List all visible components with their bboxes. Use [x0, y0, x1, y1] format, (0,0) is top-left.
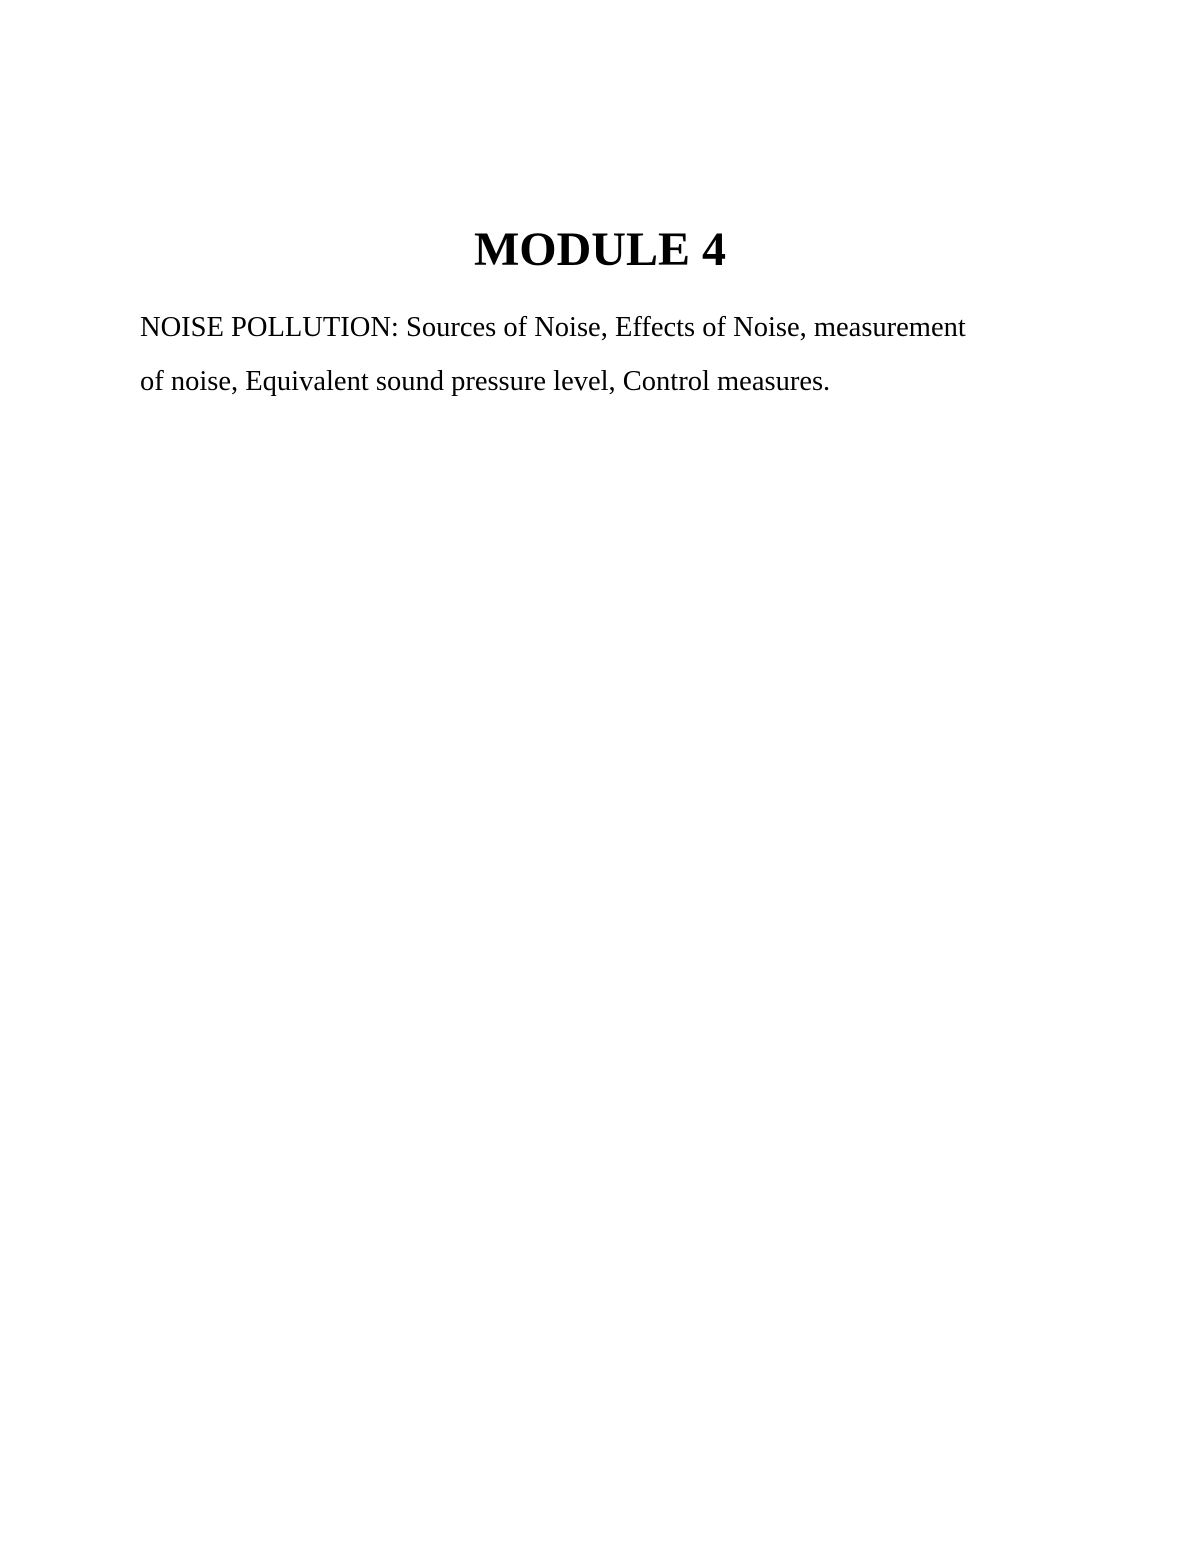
module-title: MODULE 4 — [474, 223, 726, 276]
paragraph-line: of noise, Equivalent sound pressure level, Control measures. — [140, 366, 831, 397]
module-syllabus-paragraph — [140, 301, 1100, 409]
paragraph-line: NOISE POLLUTION: Sources of Noise, Effects of Noise, measurement — [140, 312, 966, 343]
